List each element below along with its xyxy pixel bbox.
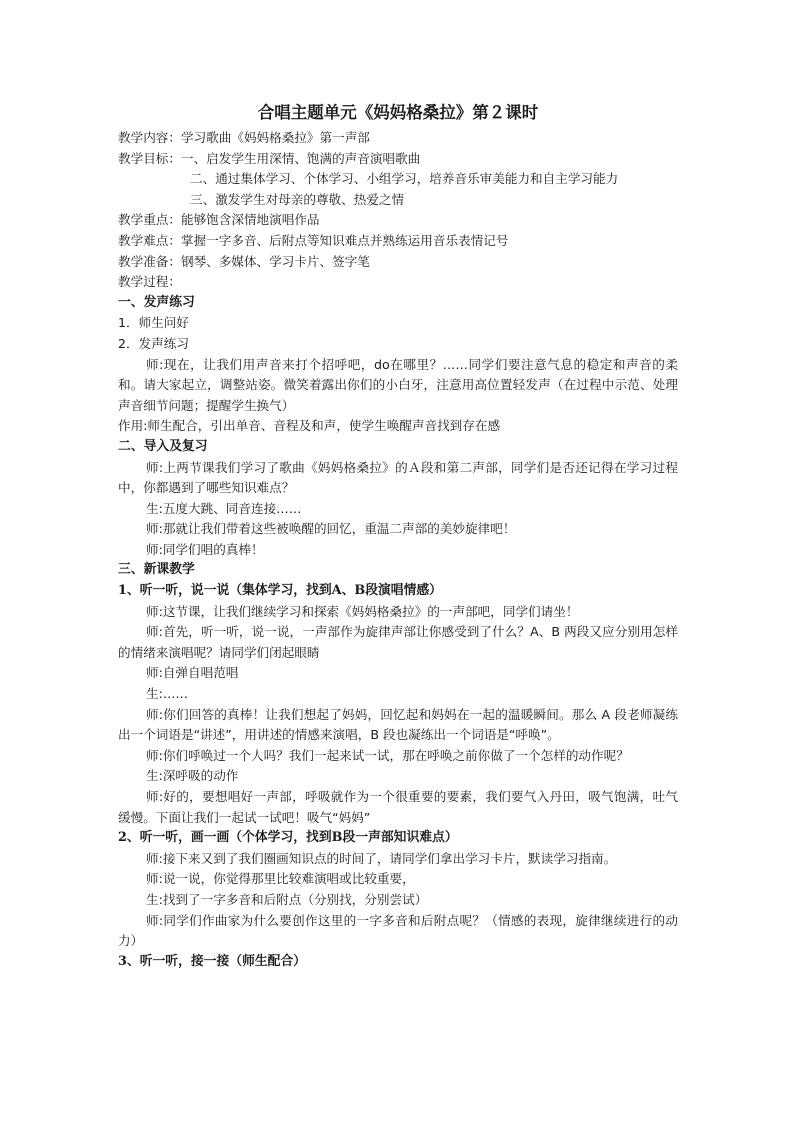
paragraph: 师:同学们唱的真棒！ <box>146 541 264 557</box>
paragraph: 作用:师生配合，引出单音、音程及和声，使学生唤醒声音找到存在感 <box>118 418 501 434</box>
lesson-plan-page <box>118 100 678 972</box>
field-label: 教学过程： <box>118 274 181 290</box>
section-heading: 一、发声练习 <box>118 294 195 310</box>
field-value: 能够饱含深情地演唱作品 <box>180 212 320 228</box>
paragraph: 生:五度大跳、同音连接…… <box>146 500 302 516</box>
difficulties-row <box>118 231 678 252</box>
paragraph: 师:这节课，让我们继续学习和探索《妈妈格桑拉》的一声部吧，同学们请坐！ <box>146 603 579 619</box>
paragraph: 生:找到了一字多音和后附点（分别找，分别尝试） <box>146 891 428 907</box>
goal-item: 三、激发学生对母亲的尊敬、热爱之情 <box>190 191 405 207</box>
preparation-row <box>118 252 678 273</box>
paragraph: 生:…… <box>146 686 189 702</box>
process-row <box>118 272 678 293</box>
paragraph: 师:首先，听一听，说一说，一声部作为旋律声部让你感受到了什么？A、B 两段又应分别用怎样的情绪来演唱呢？请同学们闭起眼睛 <box>118 624 678 660</box>
subsection-heading: 1、听一听，说一说（集体学习，找到A、B段演唱情感） <box>118 583 442 599</box>
field-label: 教学目标： <box>118 150 181 166</box>
paragraph: 师:你们回答的真棒！让我们想起了妈妈，回忆起和妈妈在一起的温暖瞬间。那么 A 段老师凝练出一个词语是“讲述”，用讲述的情感来演唱，B 段也凝练出一个词语是“呼唤”。 <box>118 706 678 743</box>
key-points-row <box>118 210 678 231</box>
paragraph: 师:现在，让我们用声音来打个招呼吧，do在哪里？……同学们要注意气息的稳定和声音的柔和。请大家起立，调整站姿。微笑着露出你们的小白牙，注意用高位置轻发声（在过程中示范、处理声音细节问题；提醒学生换气） <box>118 356 678 413</box>
document-title: 合唱主题单元《妈妈格桑拉》第２课时 <box>257 103 539 122</box>
field-value: 学习歌曲《妈妈格桑拉》第一声部 <box>180 130 370 145</box>
section-heading: 三、新课教学 <box>118 562 195 578</box>
list-item: 1．师生问好 <box>118 315 189 331</box>
field-value: 钢琴、多媒体、学习卡片、签字笔 <box>180 253 370 269</box>
goal-item: 二、通过集体学习、个体学习、小组学习，培养音乐审美能力和自主学习能力 <box>190 171 619 187</box>
field-label: 教学重点： <box>118 212 181 228</box>
paragraph: 师:同学们作曲家为什么要创作这里的一字多音和后附点呢？（情感的表现，旋律继续进行的动力） <box>118 912 678 949</box>
paragraph: 师:说一说，你觉得那里比较难演唱或比较重要， <box>146 871 415 887</box>
field-value: 一、启发学生用深情、饱满的声音演唱歌曲 <box>180 150 421 166</box>
subsection-heading: 2、听一听，画一画（个体学习，找到B段一声部知识难点） <box>118 830 458 846</box>
paragraph: 师:你们呼唤过一个人吗？我们一起来试一试，那在呼唤之前你做了一个怎样的动作呢？ <box>146 747 629 763</box>
teaching-goals-row <box>118 149 678 170</box>
field-label: 教学难点： <box>118 232 181 248</box>
paragraph: 师:好的，要想唱好一声部，呼吸就作为一个很重要的要素，我们要气入丹田，吸气饱满，吐气缓慢。下面让我们一起试一试吧！吸气“妈妈” <box>118 789 678 825</box>
paragraph: 师:那就让我们带着这些被唤醒的回忆，重温二声部的美妙旋律吧！ <box>146 521 516 537</box>
list-item: 2．发声练习 <box>118 335 189 351</box>
subsection-heading: 3、听一听，接一接（师生配合） <box>118 953 307 969</box>
teaching-content-row <box>118 128 678 149</box>
field-label: 教学准备： <box>118 253 181 269</box>
paragraph: 师:接下来又到了我们圈画知识点的时间了，请同学们拿出学习卡片，默读学习指南。 <box>146 850 617 866</box>
field-label: 教学内容： <box>118 130 181 145</box>
paragraph: 师:自弹自唱范唱 <box>146 665 239 681</box>
field-value: 掌握一字多音、后附点等知识难点并熟练运用音乐表情记号 <box>180 232 509 248</box>
paragraph: 生:深呼吸的动作 <box>146 768 239 784</box>
section-heading: 二、导入及复习 <box>118 438 208 454</box>
paragraph: 师:上两节课我们学习了歌曲《妈妈格桑拉》的Ａ段和第二声部，同学们是否还记得在学习过程中，你都遇到了哪些知识难点？ <box>118 459 678 496</box>
